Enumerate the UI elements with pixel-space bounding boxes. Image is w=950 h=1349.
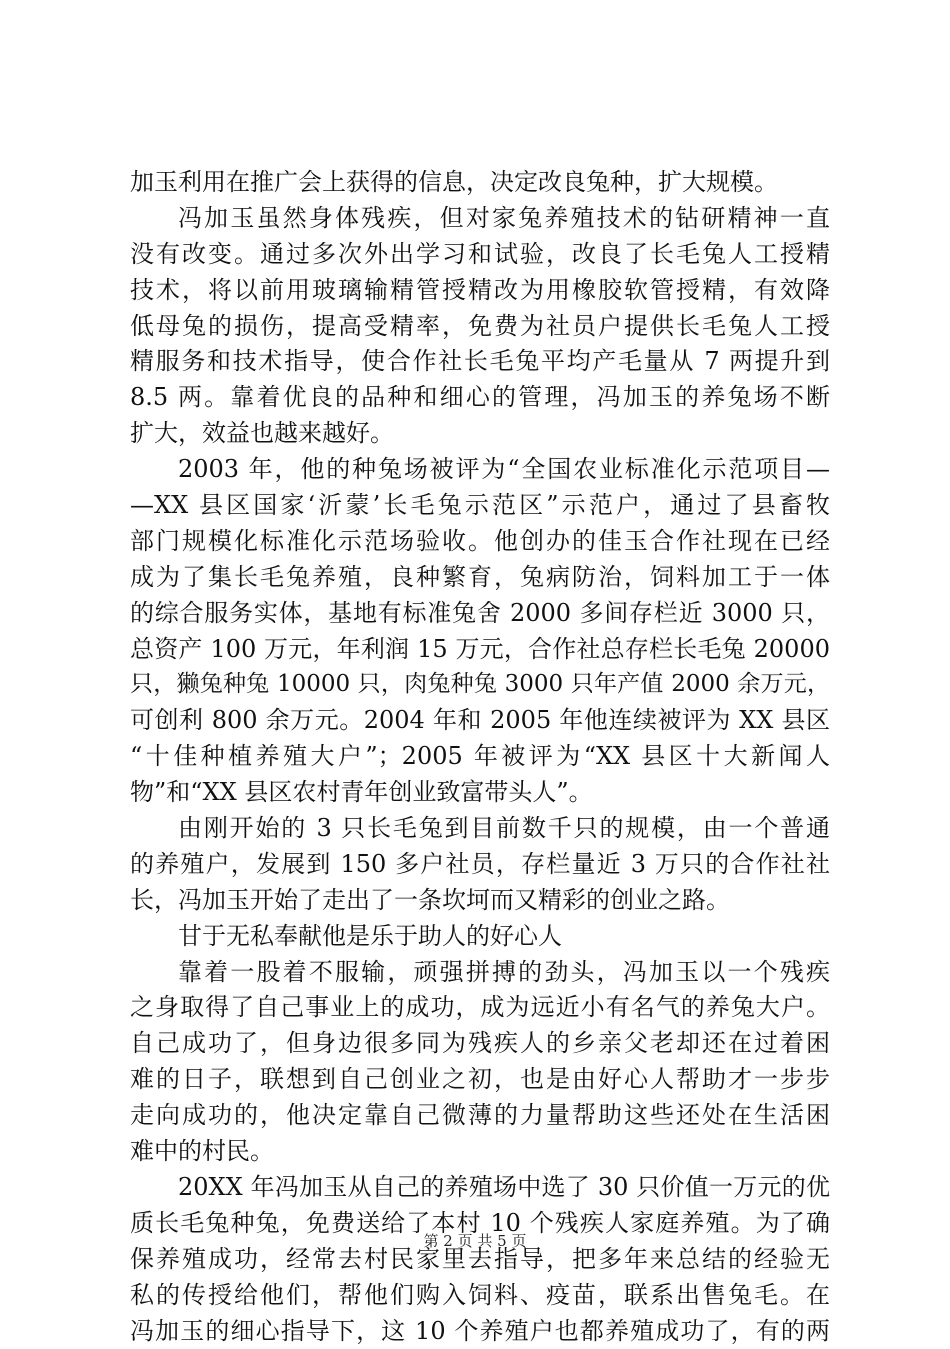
text-line: 长，冯加玉开始了走出了一条坎坷而又精彩的创业之路。 [130,883,830,919]
text-line: 只，獭兔种兔 10000 只，肉兔种兔 3000 只年产值 2000 余万元， [130,667,830,703]
text-line: 没有改变。通过多次外出学习和试验，改良了长毛兔人工授精 [130,237,830,273]
text-line: 难的日子，联想到自己创业之初，也是由好心人帮助才一步步 [130,1062,830,1098]
text-line: 精服务和技术指导，使合作社长毛兔平均产毛量从 7 两提升到 [130,344,830,380]
text-line: 20XX 年冯加玉从自己的养殖场中选了 30 只价值一万元的优 [130,1170,830,1206]
text-line: 冯加玉的细心指导下，这 10 个养殖户也都养殖成功了，有的两 [130,1314,830,1349]
document-body [130,165,830,1349]
text-line: 冯加玉虽然身体残疾，但对家兔养殖技术的钻研精神一直 [130,201,830,237]
text-line: 私的传授给他们，帮他们购入饲料、疫苗，联系出售兔毛。在 [130,1278,830,1314]
text-line: —XX 县区国家‘沂蒙’长毛兔示范区”示范户，通过了县畜牧 [130,488,830,524]
text-line: 总资产 100 万元，年利润 15 万元，合作社总存栏长毛兔 20000 [130,632,830,668]
text-line: 保养殖成功，经常去村民家里去指导，把多年来总结的经验无 [130,1242,830,1278]
text-line: 的养殖户，发展到 150 多户社员，存栏量近 3 万只的合作社社 [130,847,830,883]
text-line: 的综合服务实体，基地有标准兔舍 2000 多间存栏近 3000 只， [130,596,830,632]
text-line: 质长毛兔种兔，免费送给了本村 10 个残疾人家庭养殖。为了确 [130,1206,830,1242]
page-footer: 第 2 页 共 5 页 [0,1230,950,1251]
text-line: 扩大，效益也越来越好。 [130,416,830,452]
text-line: “十佳种植养殖大户”；2005 年被评为“XX 县区十大新闻人 [130,739,830,775]
text-line: 低母兔的损伤，提高受精率，免费为社员户提供长毛兔人工授 [130,309,830,345]
text-line: 部门规模化标准化示范场验收。他创办的佳玉合作社现在已经 [130,524,830,560]
text-line: 走向成功的，他决定靠自己微薄的力量帮助这些还处在生活困 [130,1098,830,1134]
text-line: 加玉利用在推广会上获得的信息，决定改良兔种，扩大规模。 [130,165,830,201]
text-line: 甘于无私奉献他是乐于助人的好心人 [130,919,830,955]
text-line: 靠着一股着不服输，顽强拼搏的劲头，冯加玉以一个残疾 [130,955,830,991]
text-line: 由刚开始的 3 只长毛兔到目前数千只的规模，由一个普通 [130,811,830,847]
text-line: 物”和“XX 县区农村青年创业致富带头人”。 [130,775,830,811]
text-line: 成为了集长毛兔养殖，良种繁育，兔病防治，饲料加工于一体 [130,560,830,596]
text-line: 难中的村民。 [130,1134,830,1170]
text-line: 可创利 800 余万元。2004 年和 2005 年他连续被评为 XX 县区 [130,703,830,739]
text-line: 自己成功了，但身边很多同为残疾人的乡亲父老却还在过着困 [130,1026,830,1062]
text-line: 技术，将以前用玻璃输精管授精改为用橡胶软管授精，有效降 [130,273,830,309]
text-line: 2003 年，他的种兔场被评为“全国农业标准化示范项目— [130,452,830,488]
text-line: 之身取得了自己事业上的成功，成为远近小有名气的养兔大户。 [130,990,830,1026]
text-line: 8.5 两。靠着优良的品种和细心的管理，冯加玉的养兔场不断 [130,380,830,416]
